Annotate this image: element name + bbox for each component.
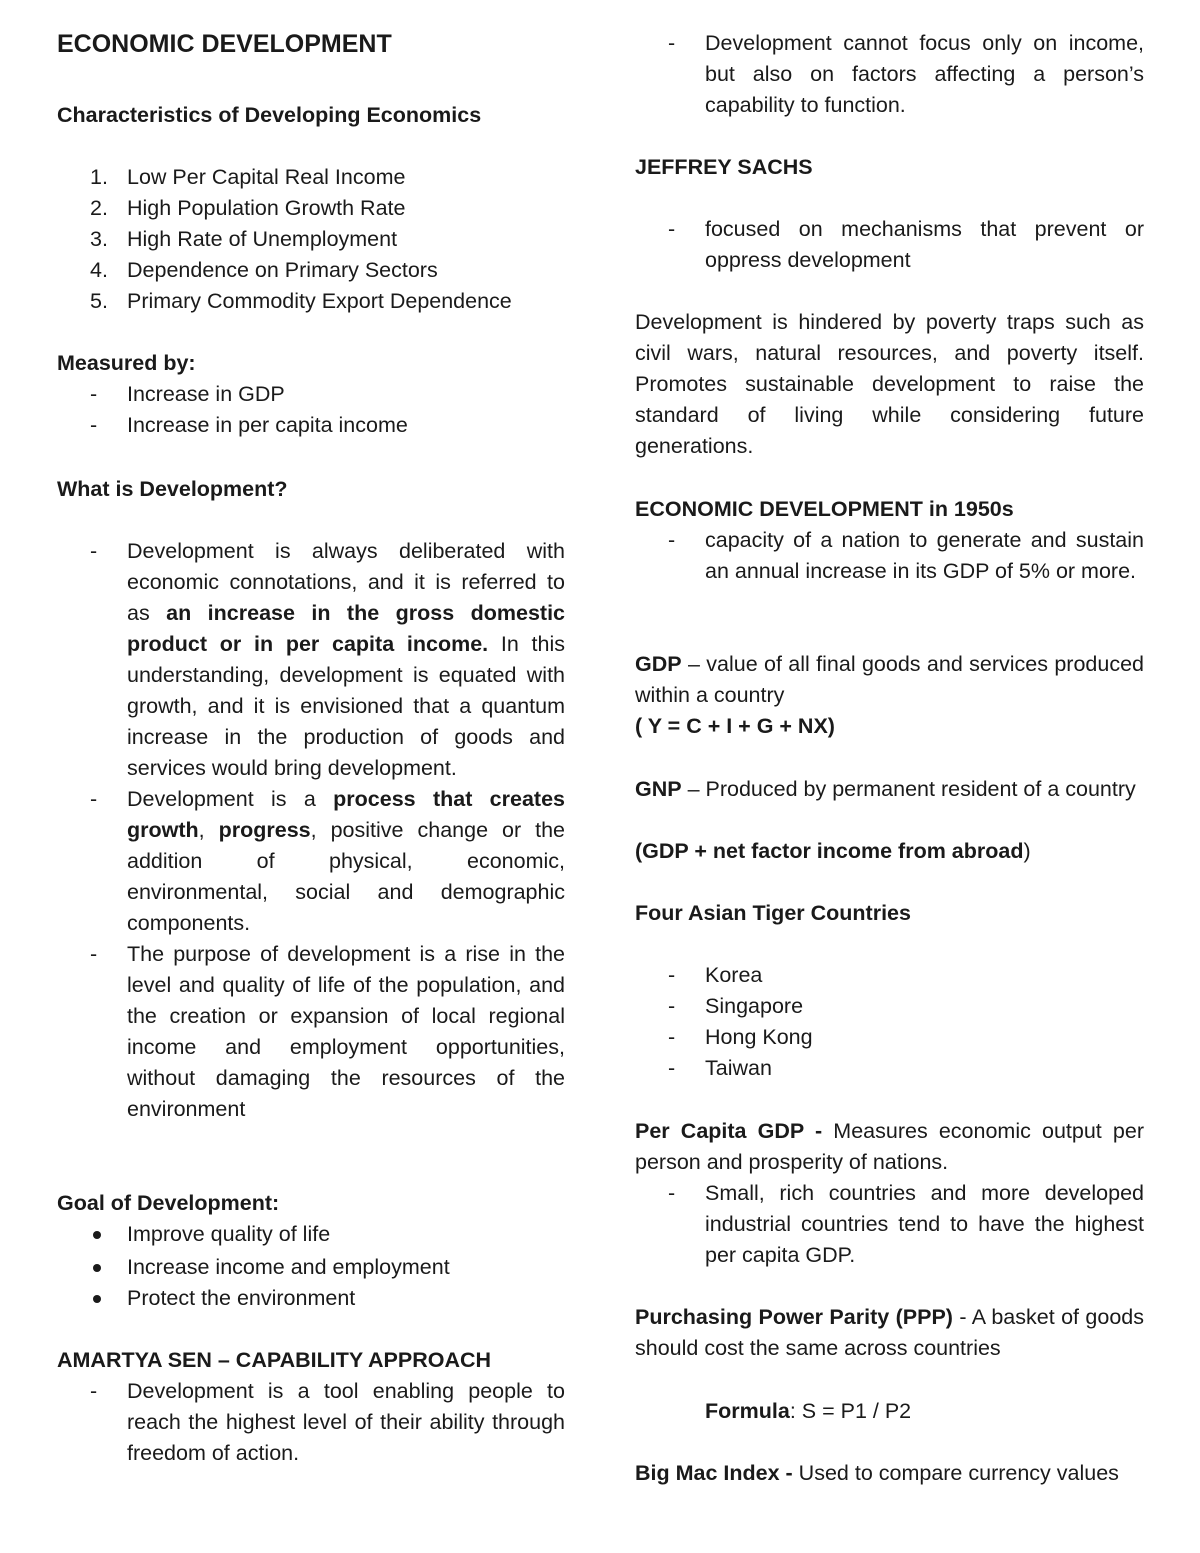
dash-bullet: - xyxy=(668,1181,676,1205)
list-item xyxy=(57,193,565,224)
dash-bullet: - xyxy=(90,1379,98,1403)
list-item xyxy=(57,162,565,193)
formula-label: Formula xyxy=(705,1399,790,1423)
bullet-dot xyxy=(93,1295,101,1303)
list-item xyxy=(57,1376,565,1469)
list-item-text: Development is a tool enabling people to reach the highest level of their ability through freedom of action. xyxy=(127,1379,565,1465)
list-number: 4. xyxy=(90,258,108,282)
list-item xyxy=(57,379,565,410)
list-item-text: Dependence on Primary Sectors xyxy=(127,258,438,282)
dash-bullet: - xyxy=(668,528,676,552)
list-item xyxy=(57,286,565,317)
list-item xyxy=(57,536,565,784)
list-item-text: The purpose of development is a rise in the level and quality of life of the population, and the creation or expansion of local regional income and employment opportunities, without damaging the resources of the environment xyxy=(127,942,565,1121)
sachs-list xyxy=(635,214,1144,276)
list-item xyxy=(57,410,565,441)
sen-list-continued xyxy=(635,28,1144,121)
list-item-text: Development cannot focus only on income, but also on factors affecting a person’s capability to function. xyxy=(705,31,1144,117)
what-is-heading: What is Development? xyxy=(57,477,288,501)
list-item xyxy=(635,1022,1144,1053)
list-item-text: Low Per Capital Real Income xyxy=(127,165,406,189)
characteristics-list xyxy=(57,162,565,317)
bigmac-definition xyxy=(635,1458,1144,1489)
list-item xyxy=(635,1178,1144,1271)
dash-bullet: - xyxy=(90,787,98,811)
gnp-definition xyxy=(635,774,1144,805)
list-item-text: focused on mechanisms that prevent or oppress development xyxy=(705,217,1144,272)
list-item xyxy=(57,224,565,255)
paren: ( xyxy=(635,839,643,863)
dash-bullet: - xyxy=(90,413,98,437)
list-item-text: Increase in GDP xyxy=(127,382,285,406)
dash-bullet: - xyxy=(668,963,676,987)
dash-bullet: - xyxy=(668,31,676,55)
text-run: Development is a xyxy=(127,787,334,811)
list-item-text: Increase in per capita income xyxy=(127,413,408,437)
list-number: 5. xyxy=(90,289,108,313)
sachs-heading: JEFFREY SACHS xyxy=(635,155,813,179)
tigers-heading: Four Asian Tiger Countries xyxy=(635,901,911,925)
tigers-list xyxy=(635,960,1144,1084)
dash-bullet: - xyxy=(668,1056,676,1080)
list-item-text: capacity of a nation to generate and sustain an annual increase in its GDP of 5% or more. xyxy=(705,528,1144,583)
list-item-text: Protect the environment xyxy=(127,1286,356,1310)
list-item xyxy=(57,939,565,1125)
sen-list xyxy=(57,1376,565,1469)
term: Purchasing Power Parity (PPP) xyxy=(635,1305,953,1329)
list-item-text: Korea xyxy=(705,963,763,987)
list-item xyxy=(57,1283,565,1314)
term: Per Capita GDP - xyxy=(635,1119,823,1143)
definition-text: – value of all final goods and services produced within a country xyxy=(635,652,1144,707)
list-item-text: Taiwan xyxy=(705,1056,772,1080)
bullet-dot xyxy=(93,1231,101,1239)
list-item xyxy=(635,214,1144,276)
bold-text: GDP + net factor income from abroad xyxy=(642,839,1024,863)
list-item-text xyxy=(127,784,565,939)
definition-text: Used to compare currency values xyxy=(792,1461,1119,1485)
gdp-formula: ( Y = C + I + G + NX) xyxy=(635,714,835,738)
bold-text: an increase in the gross domestic product or in per capita income. xyxy=(127,601,565,656)
ed1950-list xyxy=(635,525,1144,587)
measured-heading: Measured by: xyxy=(57,351,196,375)
list-item-text: Hong Kong xyxy=(705,1025,813,1049)
list-item-text: Improve quality of life xyxy=(127,1222,331,1246)
list-item xyxy=(635,28,1144,121)
characteristics-heading: Characteristics of Developing Economics xyxy=(57,103,482,127)
paren: ) xyxy=(1023,839,1031,863)
list-item xyxy=(57,1219,565,1250)
what-is-list xyxy=(57,536,565,1125)
dash-bullet: - xyxy=(668,1025,676,1049)
dash-bullet: - xyxy=(668,217,676,241)
list-item xyxy=(57,1252,565,1283)
ppp-formula xyxy=(705,1396,1144,1427)
bold-text: progress xyxy=(218,818,311,842)
bullet-dot xyxy=(93,1264,101,1272)
list-item-text: Increase income and employment xyxy=(127,1255,450,1279)
text-run: In this understanding, development is equated with growth, and it is envisioned that a quantum increase in the production of goods and services would bring development. xyxy=(127,632,565,780)
definition-text: – Produced by permanent resident of a country xyxy=(681,777,1136,801)
text-run: Development is always deliberated with economic connotations, and it is referred to as xyxy=(127,539,565,625)
ppp-definition xyxy=(635,1302,1144,1364)
list-item xyxy=(57,784,565,939)
text-run: , xyxy=(198,818,219,842)
list-number: 3. xyxy=(90,227,108,251)
term: Big Mac Index - xyxy=(635,1461,793,1485)
list-number: 2. xyxy=(90,196,108,220)
list-item-text: Small, rich countries and more developed industrial countries tend to have the highest per capita GDP. xyxy=(705,1181,1144,1267)
definition-text: Measures economic output per person and prosperity of nations. xyxy=(635,1119,1144,1174)
list-item-text: Singapore xyxy=(705,994,804,1018)
list-item-text xyxy=(127,536,565,784)
dash-bullet: - xyxy=(90,382,98,406)
term: GDP xyxy=(635,652,682,676)
goal-list xyxy=(57,1219,565,1314)
list-item xyxy=(635,991,1144,1022)
list-item xyxy=(635,525,1144,587)
formula-text: : S = P1 / P2 xyxy=(789,1399,912,1423)
dash-bullet: - xyxy=(90,942,98,966)
dash-bullet: - xyxy=(90,539,98,563)
sen-heading: AMARTYA SEN – CAPABILITY APPROACH xyxy=(57,1348,492,1372)
list-item-text: High Population Growth Rate xyxy=(127,196,406,220)
list-item xyxy=(635,1053,1144,1084)
page-title: ECONOMIC DEVELOPMENT xyxy=(57,30,392,58)
measured-list xyxy=(57,379,565,441)
dash-bullet: - xyxy=(668,994,676,1018)
term: GNP xyxy=(635,777,682,801)
list-item xyxy=(57,255,565,286)
definition-text: - A basket of goods should cost the same across countries xyxy=(635,1305,1144,1360)
list-item-text: High Rate of Unemployment xyxy=(127,227,398,251)
per-capita-list xyxy=(635,1178,1144,1271)
ed1950-heading: ECONOMIC DEVELOPMENT in 1950s xyxy=(635,497,1014,521)
goal-heading: Goal of Development: xyxy=(57,1191,280,1215)
gnp-formula xyxy=(635,836,1144,867)
gdp-definition xyxy=(635,649,1144,711)
text-run: , positive change or the addition of physical, economic, environmental, social and demographic components. xyxy=(127,818,565,935)
sachs-paragraph: Development is hindered by poverty traps such as civil wars, natural resources, and poverty itself. Promotes sustainable development to raise the standard of living while considering future generations. xyxy=(635,310,1144,458)
list-item-text: Primary Commodity Export Dependence xyxy=(127,289,512,313)
per-capita-definition xyxy=(635,1116,1144,1178)
list-number: 1. xyxy=(90,165,108,189)
list-item xyxy=(635,960,1144,991)
bold-text: process that creates growth xyxy=(127,787,565,842)
